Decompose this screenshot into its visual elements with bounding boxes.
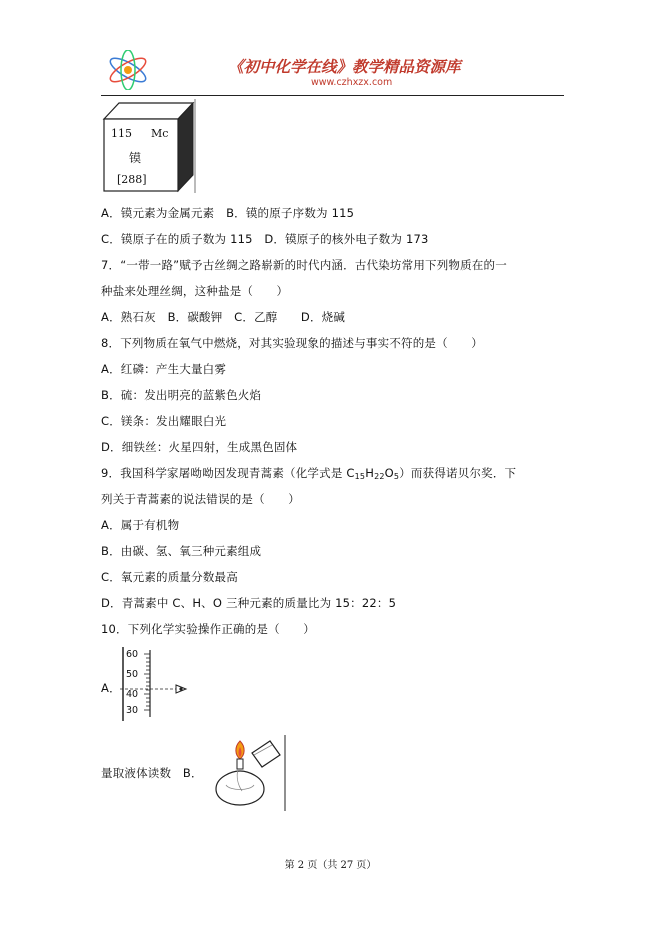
element-number: 115 bbox=[111, 127, 132, 140]
q8-option-d: D．细铁丝：火星四射，生成黑色固体 bbox=[101, 440, 298, 454]
q6-options-ab: A．镆元素为金属元素 B．镆的原子序数为 115 bbox=[101, 206, 355, 220]
cylinder-tick-30: 30 bbox=[126, 705, 139, 716]
q9-option-a: A．属于有机物 bbox=[101, 518, 180, 532]
element-mass: [288] bbox=[117, 173, 147, 186]
q8-option-a: A．红磷：产生大量白雾 bbox=[101, 362, 227, 376]
header-rule bbox=[101, 95, 564, 96]
header-url: www.czhxzx.com bbox=[311, 77, 393, 88]
q10-stem: 10．下列化学实验操作正确的是（ ） bbox=[101, 622, 315, 636]
cylinder-tick-40: 40 bbox=[126, 689, 139, 700]
element-name: 镆 bbox=[129, 151, 142, 165]
q8-option-b: B．硫：发出明亮的蓝紫色火焰 bbox=[101, 388, 262, 402]
q7-options: A．熟石灰 B．碳酸钾 C．乙醇 D．烧碱 bbox=[101, 310, 346, 324]
cylinder-tick-60: 60 bbox=[126, 649, 139, 660]
q10-option-a-label: A． bbox=[101, 681, 121, 695]
q8-stem: 8．下列物质在氧气中燃烧，对其实验现象的描述与事实不符的是（ ） bbox=[101, 336, 483, 350]
q9-stem-line2: 列关于青蒿素的说法错误的是（ ） bbox=[101, 492, 300, 506]
q6-options-cd: C．镆原子在的质子数为 115 D．镆原子的核外电子数为 173 bbox=[101, 232, 429, 246]
cylinder-tick-50: 50 bbox=[126, 669, 139, 680]
q9-option-c: C．氧元素的质量分数最高 bbox=[101, 570, 238, 584]
q9-option-d: D．青蒿素中 C、H、O 三种元素的质量比为 15：22：5 bbox=[101, 596, 397, 610]
element-symbol: Mc bbox=[151, 127, 169, 140]
q7-stem-line2: 种盐来处理丝绸，这种盐是（ ） bbox=[101, 284, 289, 298]
header-logo bbox=[104, 50, 152, 90]
element-card-figure bbox=[101, 99, 196, 193]
alcohol-lamp-figure bbox=[208, 733, 288, 813]
page-footer: 第 2 页（共 27 页） bbox=[284, 860, 377, 871]
measuring-cylinder-figure bbox=[120, 647, 200, 721]
q9-stem-line1: 9．我国科学家屠呦呦因发现青蒿素（化学式是 $C_{15}H_{22}O_5$）而获得诺贝尔奖．下 bbox=[101, 466, 517, 481]
q9-option-b: B．由碳、氢、氧三种元素组成 bbox=[101, 544, 262, 558]
header-title: 《初中化学在线》教学精品资源库 bbox=[228, 57, 461, 76]
q7-stem-line1: 7．“一带一路”赋予古丝绸之路崭新的时代内涵．古代染坊常用下列物质在的一 bbox=[101, 258, 507, 272]
q10-caption: 量取液体读数 B． bbox=[101, 766, 203, 780]
q8-option-c: C．镁条：发出耀眼白光 bbox=[101, 414, 227, 428]
